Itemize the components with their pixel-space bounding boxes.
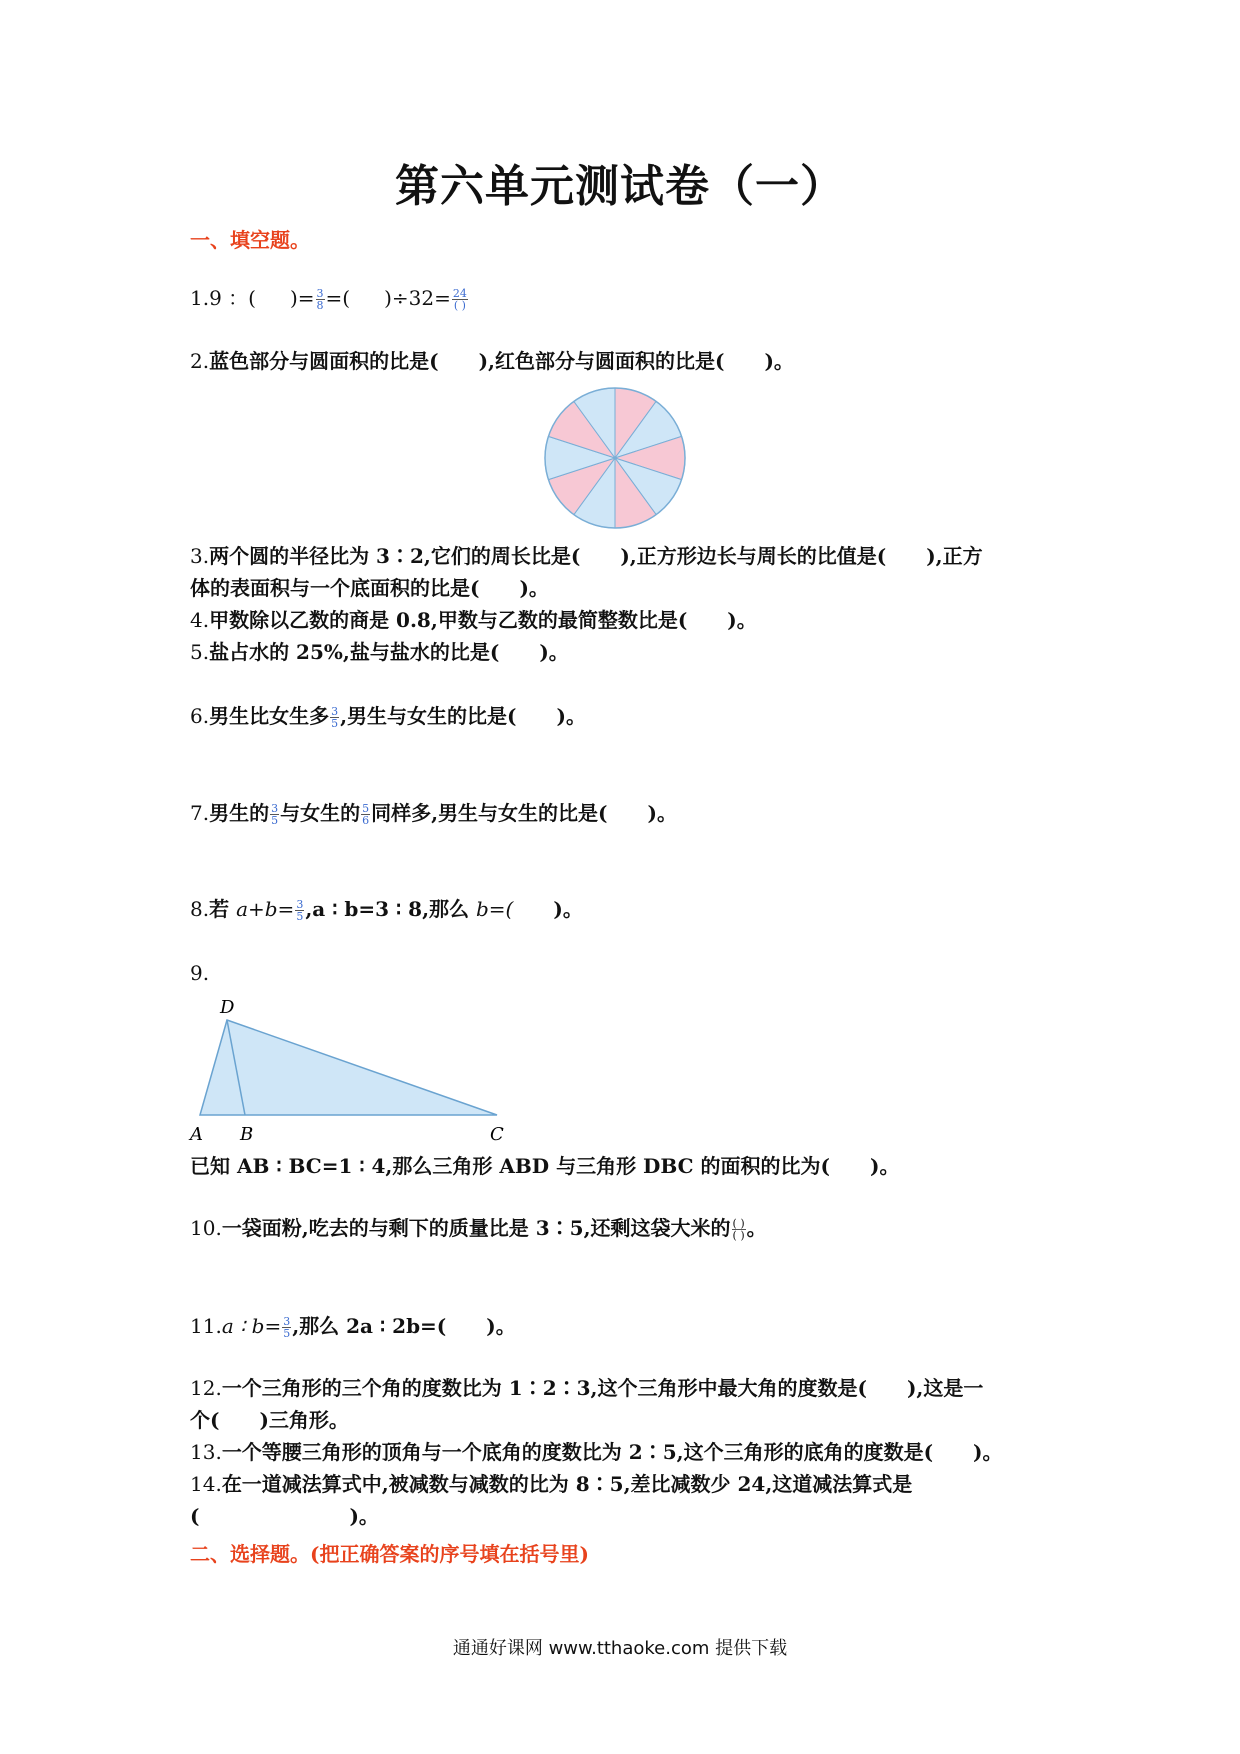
section-choice-heading: 二、选择题。(把正确答案的序号填在括号里) xyxy=(190,1542,589,1566)
label-c: C xyxy=(490,1124,504,1145)
footer-source: 通通好课网 www.tthaoke.com 提供下载 xyxy=(452,1638,788,1659)
question-11: 11.a ∶ b= $\frac{3}{5}$ ,那么 2a ∶ 2b=( )。 xyxy=(190,1314,516,1340)
question-14: 14.在一道减法算式中,被减数与减数的比为 8∶5,差比减数少 24,这道减法算式是 xyxy=(190,1472,913,1496)
question-9: 9. xyxy=(190,961,210,985)
label-d: D xyxy=(220,997,235,1018)
question-7: 7.男生的 $\frac{3}{5}$ 与女生的 $\frac{5}{6}$ 同样多,男生与女生的比是( )。 xyxy=(190,801,677,827)
question-2: 2.蓝色部分与圆面积的比是( ),红色部分与圆面积的比是( )。 xyxy=(190,349,794,373)
fraction-3-8: $\frac{3}{8}$ xyxy=(316,287,324,312)
question-9-text: 已知 AB ∶ BC=1 ∶ 4,那么三角形 ABD 与三角形 DBC 的面积的比为( )。 xyxy=(190,1154,900,1178)
question-4: 4.甲数除以乙数的商是 0.8,甲数与乙数的最简整数比是( )。 xyxy=(190,608,757,632)
question-6: 6.男生比女生多 $\frac{3}{5}$ ,男生与女生的比是( )。 xyxy=(190,704,586,730)
label-b: B xyxy=(240,1124,254,1145)
circle-diagram xyxy=(540,383,690,533)
question-5: 5.盐占水的 25%,盐与盐水的比是( )。 xyxy=(190,640,569,664)
triangle-diagram xyxy=(185,995,520,1145)
label-a: A xyxy=(190,1124,203,1145)
question-13: 13.一个等腰三角形的顶角与一个底角的度数比为 2∶5,这个三角形的底角的度数是( )。 xyxy=(190,1440,1003,1464)
question-14-line2: ( )。 xyxy=(190,1504,379,1528)
page-title: 第六单元测试卷（一） xyxy=(395,161,845,212)
question-3: 3.两个圆的半径比为 3∶2,它们的周长比是( ),正方形边长与周长的比值是( ),正方 xyxy=(190,544,983,568)
question-12-line2: 个( )三角形。 xyxy=(190,1408,349,1432)
question-1: 1.9 ：( )= $\frac{3}{8}$ =( )÷32= $\frac{24}{( )}$ xyxy=(190,286,467,312)
fraction-24-blank: $\frac{24}{( )}$ xyxy=(452,287,467,312)
question-12: 12.一个三角形的三个角的度数比为 1∶2∶3,这个三角形中最大角的度数是( ),这是一 xyxy=(190,1376,984,1400)
section-fill-blank-heading: 一、填空题。 xyxy=(190,228,310,252)
question-3-line2: 体的表面积与一个底面积的比是( )。 xyxy=(190,576,549,600)
question-10: 10.一袋面粉,吃去的与剩下的质量比是 3∶5,还剩这袋大米的 $\frac{( )}{( )}$ 。 xyxy=(190,1216,767,1242)
question-8: 8.若 a+b= $\frac{3}{5}$ ,a ∶ b=3 ∶ 8,那么 b=( )。 xyxy=(190,897,583,923)
